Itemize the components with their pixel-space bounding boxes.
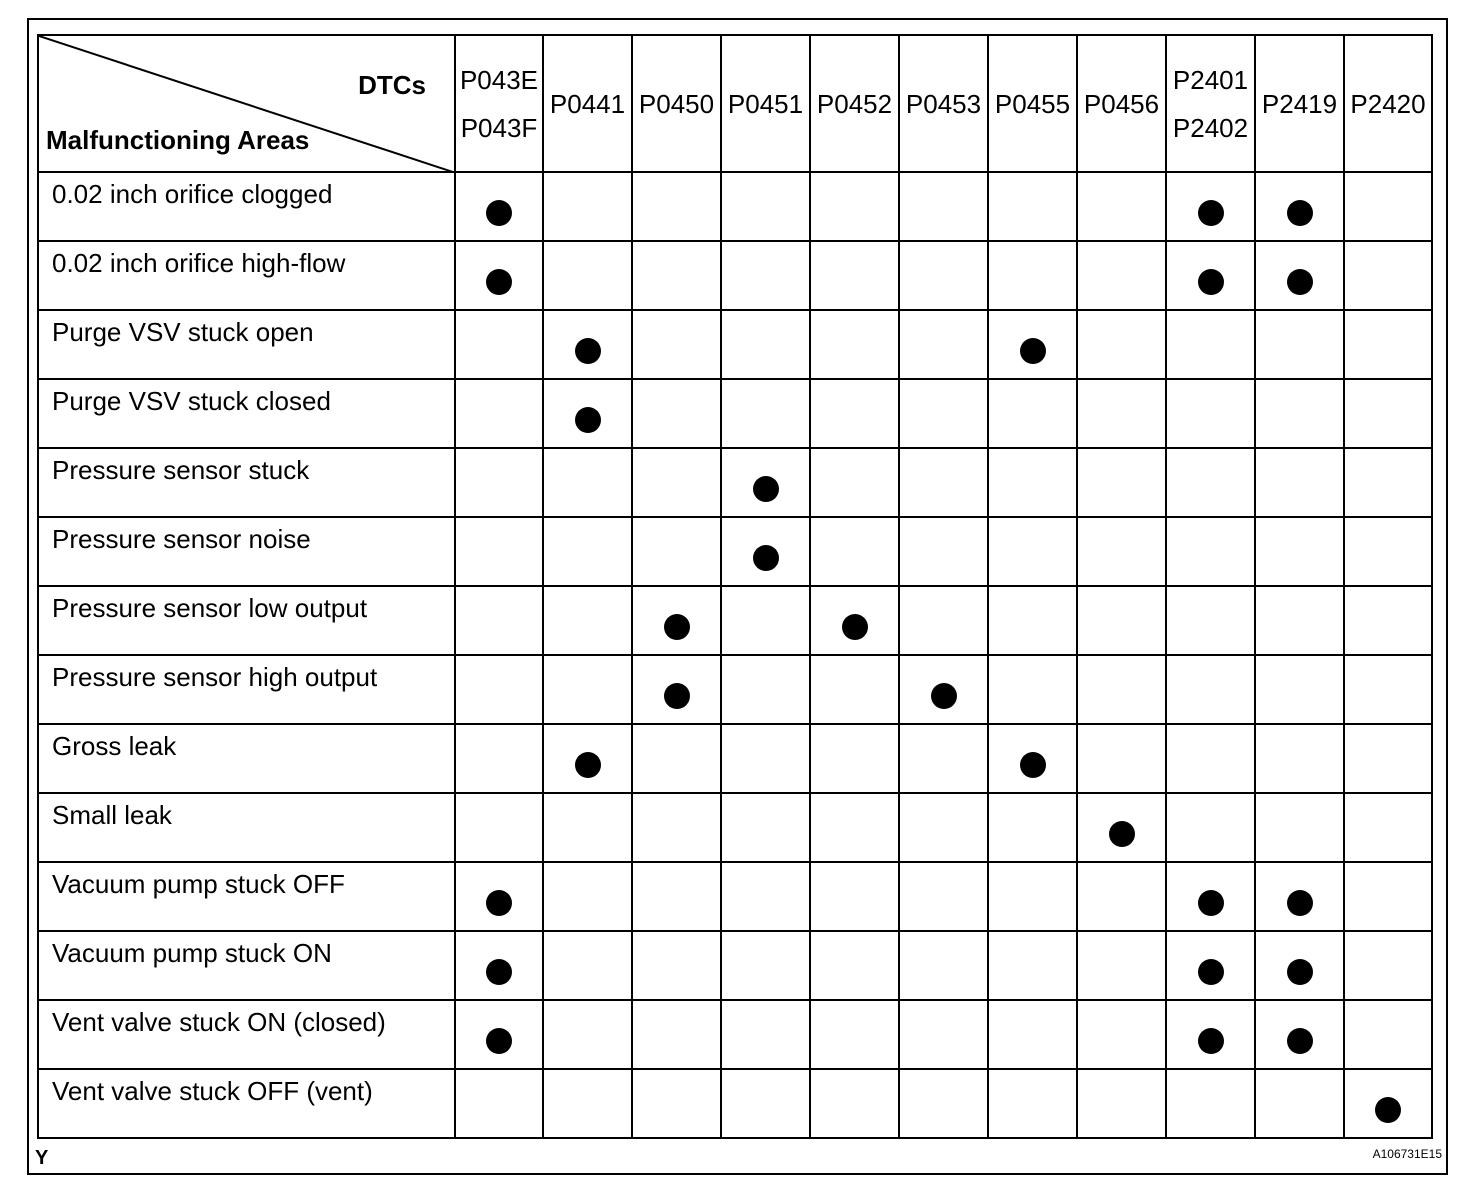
- mark-cell: [721, 517, 810, 586]
- table-row: [38, 310, 1432, 379]
- mark-cell: [1344, 379, 1432, 448]
- mark-cell: [810, 448, 899, 517]
- mark-cell: [1344, 931, 1432, 1000]
- dtc-code: P2420: [1350, 88, 1426, 119]
- mark-cell: [721, 1000, 810, 1069]
- mark-cell: [988, 1000, 1077, 1069]
- mark-cell: [1166, 1000, 1255, 1069]
- bullet-mark: [575, 752, 601, 778]
- mark-cell: [1255, 724, 1344, 793]
- mark-cell: [899, 448, 988, 517]
- table-row: [38, 793, 1432, 862]
- mark-cell: [455, 931, 543, 1000]
- mark-cell: [632, 517, 721, 586]
- mark-cell: [455, 862, 543, 931]
- mark-cell: [1344, 655, 1432, 724]
- mark-cell: [1077, 172, 1166, 241]
- mark-cell: [1166, 931, 1255, 1000]
- mark-cell: [1077, 448, 1166, 517]
- mark-cell: [1166, 241, 1255, 310]
- mark-cell: [632, 1069, 721, 1138]
- mark-cell: [1166, 448, 1255, 517]
- mark-cell: [632, 862, 721, 931]
- mark-cell: [1077, 655, 1166, 724]
- mark-cell: [1344, 793, 1432, 862]
- malfunction-area-label: Vent valve stuck OFF (vent): [38, 1069, 455, 1138]
- bullet-mark: [1287, 269, 1313, 295]
- bullet-mark: [486, 269, 512, 295]
- mark-cell: [632, 310, 721, 379]
- mark-cell: [1344, 448, 1432, 517]
- dtc-column-header: [1255, 35, 1344, 172]
- bullet-mark: [1198, 1028, 1224, 1054]
- bullet-mark: [486, 1028, 512, 1054]
- mark-cell: [1166, 379, 1255, 448]
- mark-cell: [1344, 586, 1432, 655]
- bullet-mark: [575, 407, 601, 433]
- mark-cell: [810, 517, 899, 586]
- dtc-malfunction-table: [37, 34, 1433, 1139]
- mark-cell: [899, 793, 988, 862]
- mark-cell: [721, 379, 810, 448]
- mark-cell: [721, 724, 810, 793]
- table-row: [38, 931, 1432, 1000]
- mark-cell: [543, 586, 632, 655]
- bullet-mark: [486, 890, 512, 916]
- mark-cell: [810, 586, 899, 655]
- mark-cell: [1077, 379, 1166, 448]
- bullet-mark: [753, 476, 779, 502]
- malfunction-area-label: Small leak: [38, 793, 455, 862]
- mark-cell: [1077, 241, 1166, 310]
- malfunction-area-label: Vent valve stuck ON (closed): [38, 1000, 455, 1069]
- malfunction-area-label: Gross leak: [38, 724, 455, 793]
- bullet-mark: [664, 683, 690, 709]
- corner-mark: Y: [35, 1147, 49, 1169]
- dtc-column-header: [543, 35, 632, 172]
- mark-cell: [988, 724, 1077, 793]
- mark-cell: [543, 448, 632, 517]
- dtc-code: P2401: [1172, 64, 1249, 95]
- mark-cell: [988, 310, 1077, 379]
- mark-cell: [988, 931, 1077, 1000]
- mark-cell: [455, 379, 543, 448]
- bullet-mark: [1198, 200, 1224, 226]
- dtc-column-header: [810, 35, 899, 172]
- mark-cell: [1255, 1069, 1344, 1138]
- mark-cell: [988, 862, 1077, 931]
- mark-cell: [1077, 793, 1166, 862]
- mark-cell: [543, 1000, 632, 1069]
- mark-cell: [1255, 379, 1344, 448]
- malfunction-area-label: Purge VSV stuck open: [38, 310, 455, 379]
- dtc-column-header: [899, 35, 988, 172]
- malfunction-area-label: Pressure sensor noise: [38, 517, 455, 586]
- dtc-column-header: [1166, 35, 1255, 172]
- mark-cell: [632, 793, 721, 862]
- mark-cell: [810, 655, 899, 724]
- mark-cell: [455, 310, 543, 379]
- mark-cell: [810, 862, 899, 931]
- mark-cell: [810, 931, 899, 1000]
- table-row: [38, 172, 1432, 241]
- mark-cell: [1166, 172, 1255, 241]
- dtcs-label: DTCs: [358, 70, 426, 100]
- mark-cell: [988, 517, 1077, 586]
- dtc-code: P0441: [549, 88, 626, 119]
- mark-cell: [1077, 931, 1166, 1000]
- mark-cell: [810, 310, 899, 379]
- mark-cell: [1166, 517, 1255, 586]
- mark-cell: [632, 655, 721, 724]
- mark-cell: [721, 931, 810, 1000]
- bullet-mark: [1287, 1028, 1313, 1054]
- bullet-mark: [1287, 890, 1313, 916]
- mark-cell: [1344, 310, 1432, 379]
- mark-cell: [1344, 862, 1432, 931]
- mark-cell: [1255, 655, 1344, 724]
- corner-header-cell: [38, 35, 455, 172]
- mark-cell: [1166, 1069, 1255, 1138]
- table-row: [38, 586, 1432, 655]
- mark-cell: [988, 1069, 1077, 1138]
- mark-cell: [455, 1000, 543, 1069]
- mark-cell: [899, 310, 988, 379]
- mark-cell: [1166, 310, 1255, 379]
- mark-cell: [899, 931, 988, 1000]
- mark-cell: [543, 310, 632, 379]
- mark-cell: [455, 655, 543, 724]
- mark-cell: [455, 172, 543, 241]
- dtc-column-header: [988, 35, 1077, 172]
- mark-cell: [899, 862, 988, 931]
- mark-cell: [455, 448, 543, 517]
- mark-cell: [1255, 241, 1344, 310]
- mark-cell: [1166, 793, 1255, 862]
- bullet-mark: [1020, 752, 1046, 778]
- bullet-mark: [1109, 821, 1135, 847]
- mark-cell: [543, 931, 632, 1000]
- mark-cell: [632, 1000, 721, 1069]
- mark-cell: [988, 241, 1077, 310]
- header-row: [38, 35, 1432, 172]
- dtc-code: P0451: [727, 88, 804, 119]
- dtc-code: P0456: [1083, 88, 1160, 119]
- dtc-column-header: [721, 35, 810, 172]
- mark-cell: [810, 1069, 899, 1138]
- mark-cell: [988, 379, 1077, 448]
- mark-cell: [899, 379, 988, 448]
- mark-cell: [543, 517, 632, 586]
- bullet-mark: [664, 614, 690, 640]
- mark-cell: [1077, 517, 1166, 586]
- bullet-mark: [1198, 959, 1224, 985]
- table-row: [38, 1000, 1432, 1069]
- table-row: [38, 448, 1432, 517]
- bullet-mark: [1375, 1097, 1401, 1123]
- dtc-column-header: [455, 35, 543, 172]
- mark-cell: [810, 172, 899, 241]
- mark-cell: [1166, 724, 1255, 793]
- dtc-code: P2419: [1261, 88, 1338, 119]
- dtc-code: P043F: [460, 112, 538, 143]
- mark-cell: [899, 1000, 988, 1069]
- mark-cell: [899, 655, 988, 724]
- mark-cell: [1255, 448, 1344, 517]
- mark-cell: [632, 586, 721, 655]
- table-row: [38, 1069, 1432, 1138]
- mark-cell: [1344, 1000, 1432, 1069]
- mark-cell: [543, 172, 632, 241]
- bullet-mark: [842, 614, 868, 640]
- malfunction-area-label: Pressure sensor stuck: [38, 448, 455, 517]
- mark-cell: [899, 1069, 988, 1138]
- mark-cell: [721, 586, 810, 655]
- mark-cell: [1255, 172, 1344, 241]
- mark-cell: [1255, 862, 1344, 931]
- dtc-column-header: [632, 35, 721, 172]
- mark-cell: [988, 655, 1077, 724]
- mark-cell: [1077, 1000, 1166, 1069]
- mark-cell: [1166, 655, 1255, 724]
- mark-cell: [1255, 793, 1344, 862]
- mark-cell: [988, 586, 1077, 655]
- mark-cell: [543, 1069, 632, 1138]
- mark-cell: [721, 1069, 810, 1138]
- bullet-mark: [1020, 338, 1046, 364]
- mark-cell: [1255, 586, 1344, 655]
- mark-cell: [899, 586, 988, 655]
- table-row: [38, 379, 1432, 448]
- table-row: [38, 724, 1432, 793]
- mark-cell: [810, 1000, 899, 1069]
- mark-cell: [632, 448, 721, 517]
- mark-cell: [721, 241, 810, 310]
- mark-cell: [988, 448, 1077, 517]
- mark-cell: [543, 655, 632, 724]
- table-row: [38, 655, 1432, 724]
- mark-cell: [632, 379, 721, 448]
- mark-cell: [455, 1069, 543, 1138]
- mark-cell: [1077, 310, 1166, 379]
- mark-cell: [899, 517, 988, 586]
- mark-cell: [810, 724, 899, 793]
- mark-cell: [899, 724, 988, 793]
- mark-cell: [721, 655, 810, 724]
- figure-id: A106731E15: [1372, 1147, 1442, 1161]
- mark-cell: [455, 793, 543, 862]
- dtc-code: P0455: [994, 88, 1071, 119]
- mark-cell: [1344, 1069, 1432, 1138]
- mark-cell: [632, 172, 721, 241]
- bullet-mark: [1287, 200, 1313, 226]
- dtc-column-header: [1344, 35, 1432, 172]
- mark-cell: [1255, 931, 1344, 1000]
- mark-cell: [1255, 1000, 1344, 1069]
- mark-cell: [1344, 241, 1432, 310]
- mark-cell: [721, 310, 810, 379]
- malfunction-area-label: Vacuum pump stuck OFF: [38, 862, 455, 931]
- dtc-code: P0450: [638, 88, 715, 119]
- mark-cell: [1344, 517, 1432, 586]
- mark-cell: [632, 724, 721, 793]
- bullet-mark: [753, 545, 779, 571]
- mark-cell: [1166, 862, 1255, 931]
- mark-cell: [455, 586, 543, 655]
- dtc-code: P2402: [1172, 112, 1249, 143]
- mark-cell: [455, 724, 543, 793]
- table-body: [38, 172, 1432, 1138]
- dtc-code: P0452: [816, 88, 893, 119]
- bullet-mark: [1198, 269, 1224, 295]
- dtc-code: P0453: [905, 88, 982, 119]
- mark-cell: [721, 448, 810, 517]
- table-row: [38, 862, 1432, 931]
- malfunction-area-label: Pressure sensor low output: [38, 586, 455, 655]
- malfunction-area-label: Purge VSV stuck closed: [38, 379, 455, 448]
- mark-cell: [810, 793, 899, 862]
- bullet-mark: [1198, 890, 1224, 916]
- mark-cell: [1077, 724, 1166, 793]
- mark-cell: [988, 793, 1077, 862]
- table-row: [38, 517, 1432, 586]
- bullet-mark: [1287, 959, 1313, 985]
- malfunction-area-label: Pressure sensor high output: [38, 655, 455, 724]
- mark-cell: [1166, 586, 1255, 655]
- mark-cell: [1255, 517, 1344, 586]
- mark-cell: [543, 862, 632, 931]
- mark-cell: [1077, 1069, 1166, 1138]
- mark-cell: [721, 172, 810, 241]
- malfunctioning-areas-label: Malfunctioning Areas: [46, 125, 310, 155]
- mark-cell: [455, 241, 543, 310]
- bullet-mark: [486, 959, 512, 985]
- mark-cell: [632, 931, 721, 1000]
- dtc-code: P043E: [459, 64, 539, 95]
- mark-cell: [721, 862, 810, 931]
- mark-cell: [543, 379, 632, 448]
- mark-cell: [543, 793, 632, 862]
- dtc-column-header: [1077, 35, 1166, 172]
- mark-cell: [543, 724, 632, 793]
- mark-cell: [455, 517, 543, 586]
- table-row: [38, 241, 1432, 310]
- mark-cell: [1344, 724, 1432, 793]
- mark-cell: [543, 241, 632, 310]
- bullet-mark: [575, 338, 601, 364]
- mark-cell: [810, 379, 899, 448]
- mark-cell: [1077, 586, 1166, 655]
- mark-cell: [1077, 862, 1166, 931]
- mark-cell: [810, 241, 899, 310]
- mark-cell: [721, 793, 810, 862]
- mark-cell: [988, 172, 1077, 241]
- mark-cell: [632, 241, 721, 310]
- bullet-mark: [486, 200, 512, 226]
- malfunction-area-label: 0.02 inch orifice clogged: [38, 172, 455, 241]
- malfunction-area-label: 0.02 inch orifice high-flow: [38, 241, 455, 310]
- mark-cell: [1344, 172, 1432, 241]
- mark-cell: [899, 172, 988, 241]
- malfunction-area-label: Vacuum pump stuck ON: [38, 931, 455, 1000]
- bullet-mark: [931, 683, 957, 709]
- mark-cell: [1255, 310, 1344, 379]
- mark-cell: [899, 241, 988, 310]
